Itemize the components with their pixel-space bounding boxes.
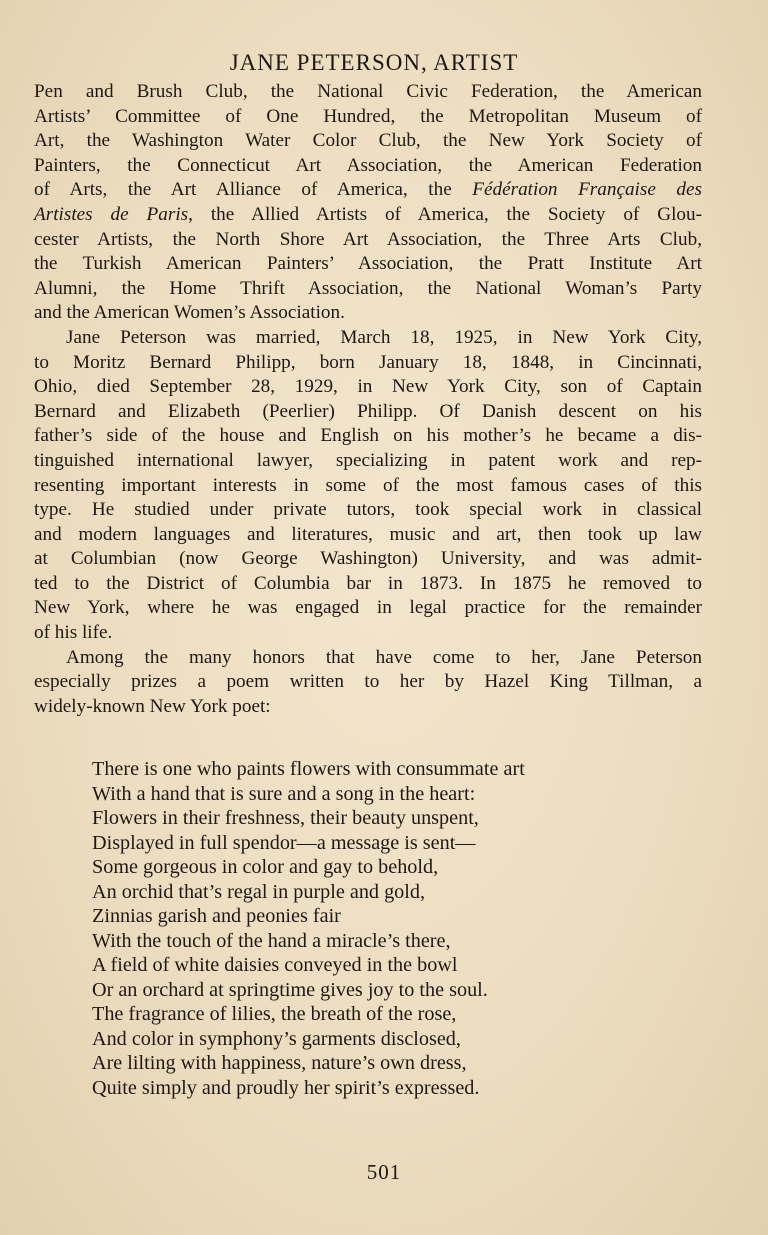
italic-phrase: Fédération Française des <box>472 179 702 201</box>
text-line: Artists’ Committee of One Hundred, the Metropolitan Museum of <box>34 105 702 127</box>
poem-line: With the touch of the hand a miracle’s there, <box>92 929 451 952</box>
marriage-paragraph <box>34 326 702 646</box>
poem-line: There is one who paints flowers with consummate art <box>92 758 525 781</box>
text-line: Ohio, died September 28, 1929, in New York City, son of Captain <box>34 376 702 398</box>
text-line: resenting important interests in some of the most famous cases of this <box>34 474 702 496</box>
poem-line: Flowers in their freshness, their beauty unspent, <box>92 807 479 830</box>
text-line: Art, the Washington Water Color Club, the New York Society of <box>34 130 702 152</box>
text-line: and modern languages and literatures, music and art, then took up law <box>34 523 702 545</box>
honors-paragraph <box>34 646 702 720</box>
text-line: of Arts, the Art Alliance of America, the Fédération Française des <box>34 179 702 201</box>
running-head: JANE PETERSON, ARTIST <box>229 50 519 75</box>
text-line: especially prizes a poem written to her by Hazel King Tillman, a <box>34 671 702 693</box>
poem <box>92 757 702 1100</box>
text-line: New York, where he was engaged in legal practice for the remainder <box>34 597 702 619</box>
poem-line: Displayed in full spendor—a message is sent— <box>92 831 476 854</box>
text-line: Jane Peterson was married, March 18, 1925, in New York City, <box>66 326 702 348</box>
text-line: Bernard and Elizabeth (Peerlier) Philipp. Of Danish descent on his <box>34 400 702 422</box>
poem-line: Quite simply and proudly her spirit’s expressed. <box>92 1076 480 1099</box>
text-line: father’s side of the house and English on his mother’s he became a dis- <box>34 425 702 447</box>
text-line: the Turkish American Painters’ Association, the Pratt Institute Art <box>34 253 702 275</box>
poem-line: Or an orchard at springtime gives joy to the soul. <box>92 978 488 1001</box>
text-line: Alumni, the Home Thrift Association, the National Woman’s Party <box>34 277 702 299</box>
text-line: of his life. <box>34 622 113 644</box>
text-line: to Moritz Bernard Philipp, born January 18, 1848, in Cincinnati, <box>34 351 702 373</box>
poem-line: The fragrance of lilies, the breath of the rose, <box>92 1003 457 1026</box>
text-line: type. He studied under private tutors, took special work in classical <box>34 499 702 521</box>
body-text <box>34 80 702 719</box>
text-line: and the American Women’s Association. <box>34 302 345 324</box>
text-line: Painters, the Connecticut Art Association, the American Federation <box>34 154 702 176</box>
poem-line: With a hand that is sure and a song in the heart: <box>92 782 476 805</box>
text-line: cester Artists, the North Shore Art Association, the Three Arts Club, <box>34 228 702 250</box>
poem-line: Are lilting with happiness, nature’s own dress, <box>92 1052 467 1075</box>
poem-line: A field of white daisies conveyed in the bowl <box>92 954 458 977</box>
organizations-paragraph <box>34 80 702 326</box>
text-line: widely-known New York poet: <box>34 695 271 717</box>
text-line: ted to the District of Columbia bar in 1873. In 1875 he removed to <box>34 572 702 594</box>
text-line: Among the many honors that have come to her, Jane Peterson <box>66 646 702 668</box>
italic-phrase: Artistes de Paris <box>34 203 189 225</box>
text-line: tinguished international lawyer, specializing in patent work and rep- <box>34 449 702 471</box>
poem-line: Some gorgeous in color and gay to behold, <box>92 856 439 879</box>
text-line: Pen and Brush Club, the National Civic Federation, the American <box>34 81 702 102</box>
poem-line: Zinnias garish and peonies fair <box>92 905 341 928</box>
page-number: 501 <box>366 1160 402 1184</box>
text-line: at Columbian (now George Washington) University, and was admit- <box>34 548 702 570</box>
poem-line: An orchid that’s regal in purple and gold, <box>92 880 426 903</box>
poem-line: And color in symphony’s garments disclosed, <box>92 1027 461 1050</box>
text-line: Artistes de Paris, the Allied Artists of America, the Society of Glou- <box>34 203 702 225</box>
